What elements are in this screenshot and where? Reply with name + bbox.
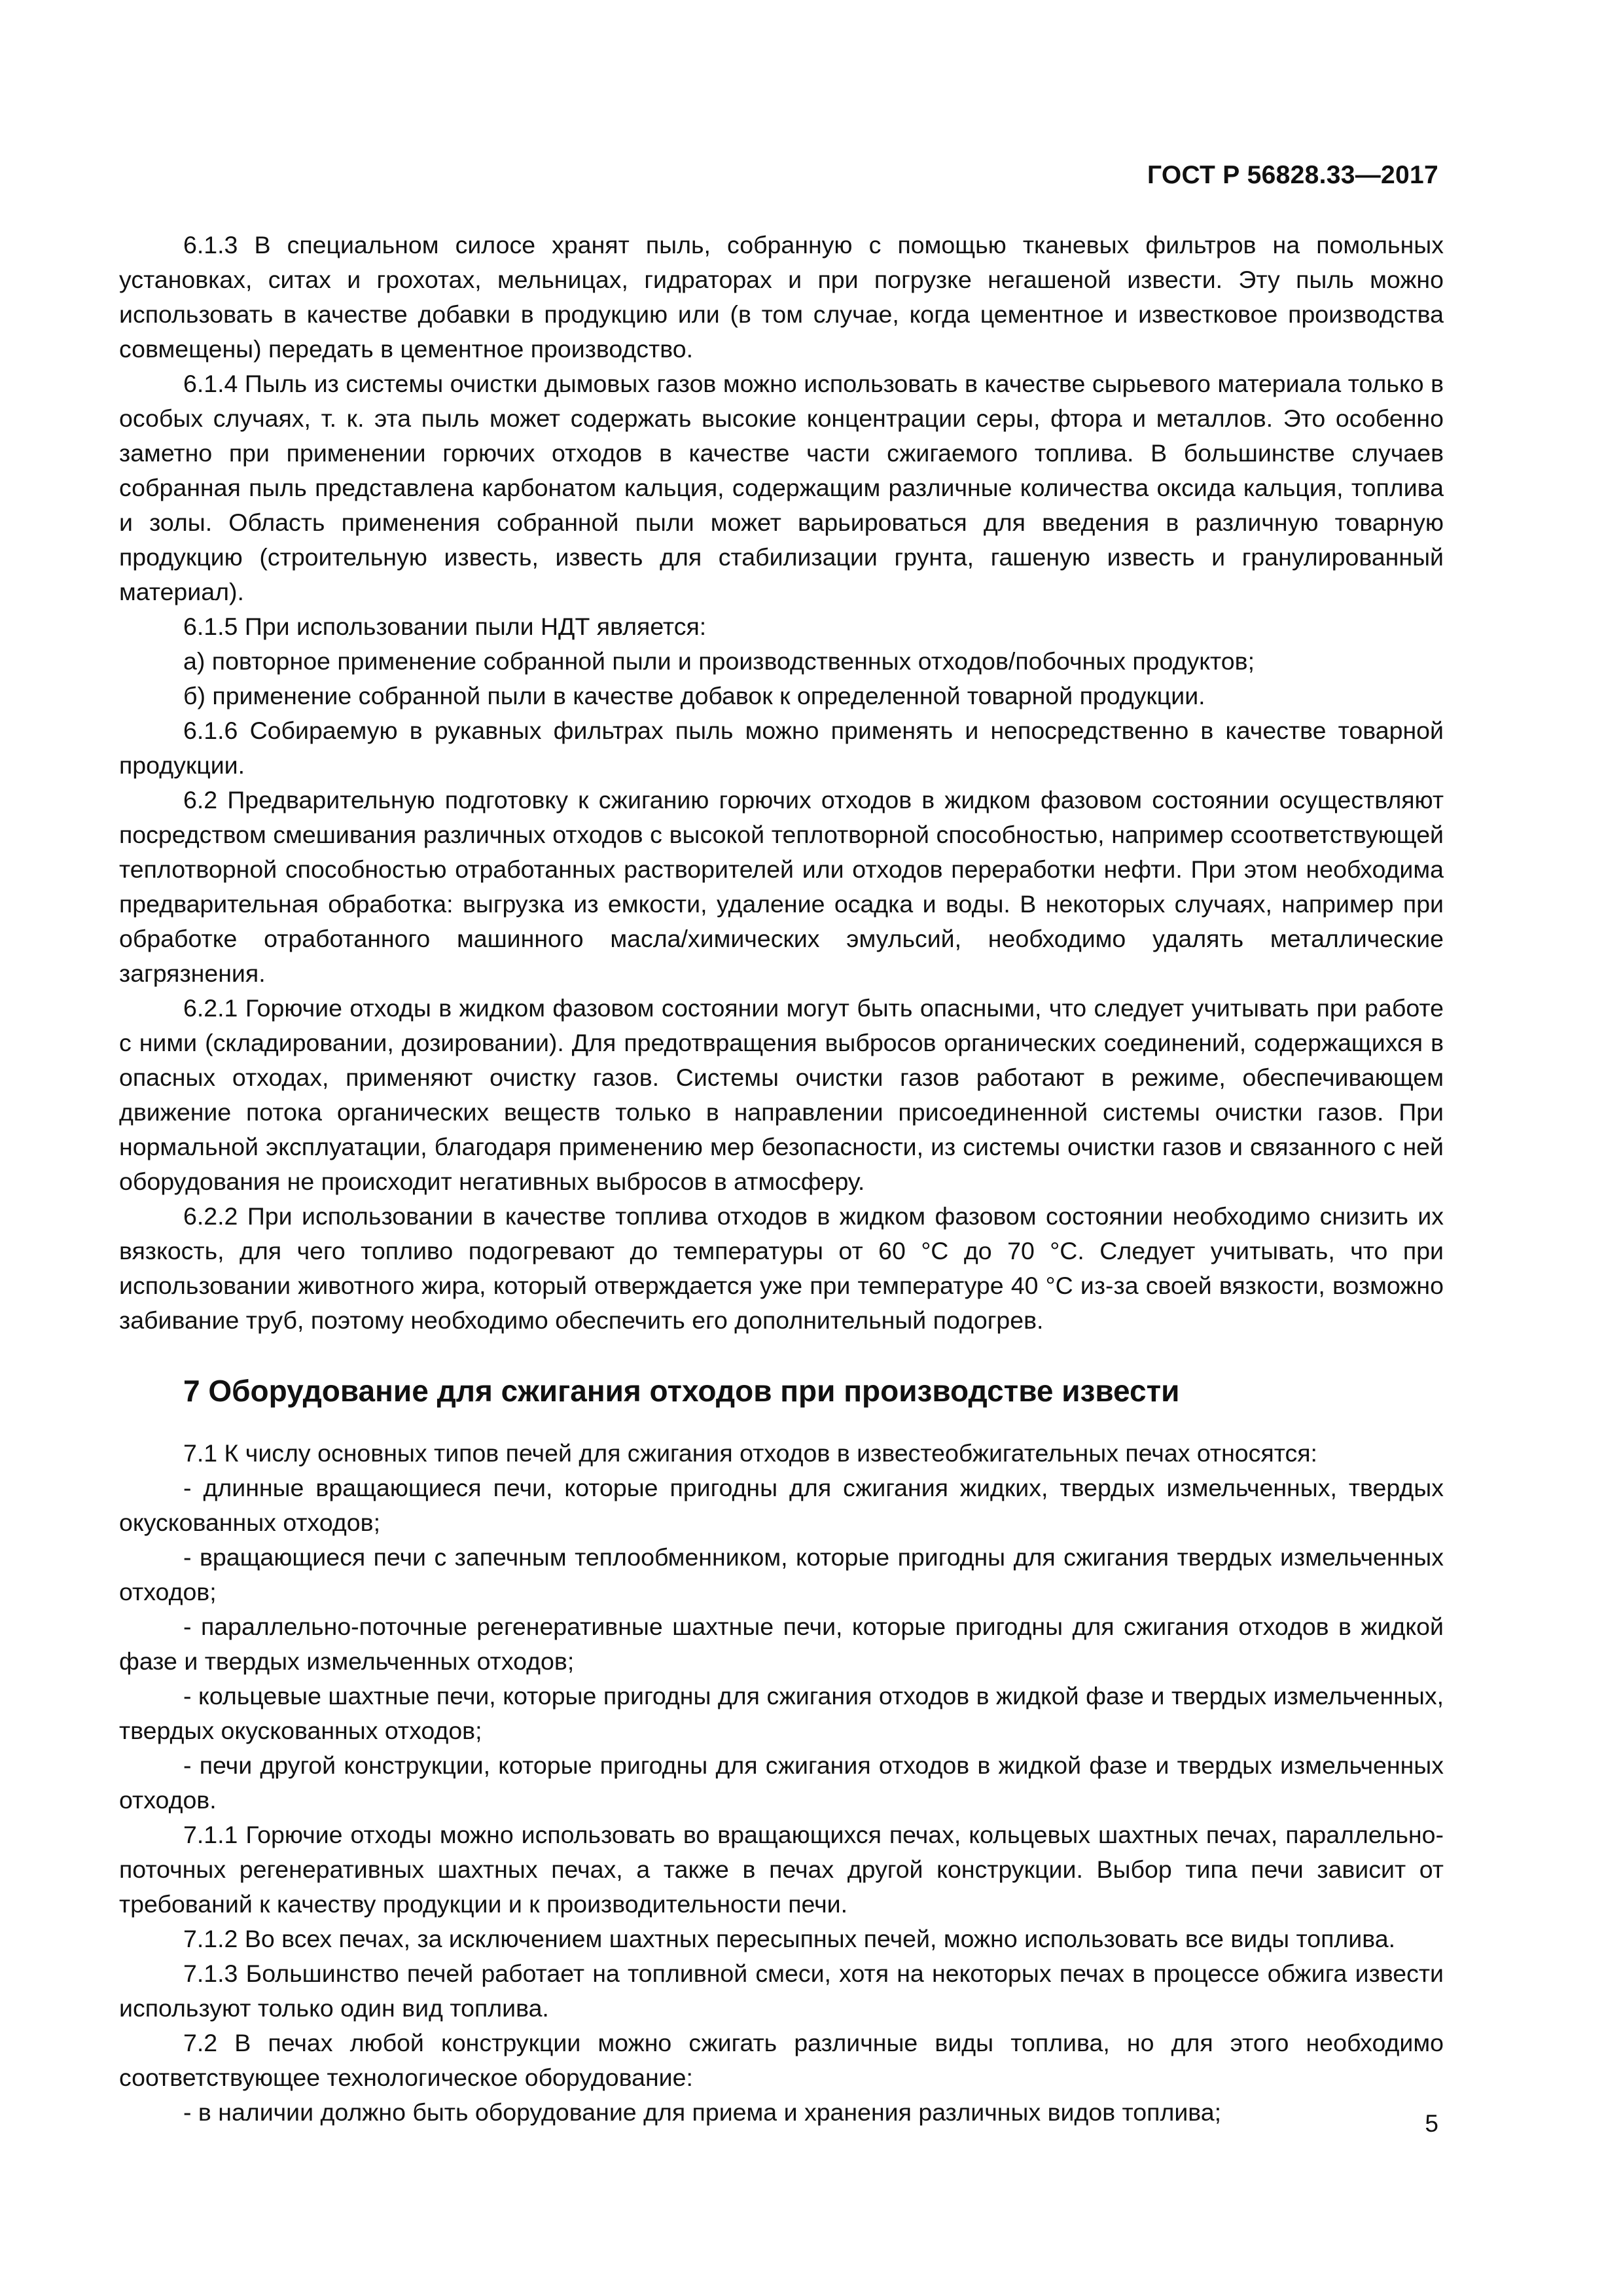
- section-7-heading: 7 Оборудование для сжигания отходов при производстве извести: [183, 1374, 1180, 1408]
- document-body: [119, 228, 1444, 2130]
- list-item-7-1-long-rotary-kilns: - длинные вращающиеся печи, которые пригодны для сжигания жидких, твердых измельченных, твердых окускованных отходов;: [119, 1474, 1444, 1536]
- page-number: 5: [1425, 2110, 1438, 2137]
- document-header-standard-code: ГОСТ Р 56828.33—2017: [1147, 161, 1438, 189]
- list-item-7-1-annular-shaft-kilns: - кольцевые шахтные печи, которые пригодны для сжигания отходов в жидкой фазе и твердых измельченных, твердых окускованных отходов;: [119, 1682, 1444, 1744]
- section-7-content: [119, 1436, 1444, 2130]
- paragraph-7-1-1: 7.1.1 Горючие отходы можно использовать во вращающихся печах, кольцевых шахтных печах, параллельно-поточных регенеративных шахтных печах, а также в печах другой конструкции. Выбор типа печи зависит от требований к качеству продукции и к производительности печи.: [119, 1821, 1444, 1918]
- list-item-7-1-other-kilns: - печи другой конструкции, которые пригодны для сжигания отходов в жидкой фазе и твердых измельченных отходов.: [119, 1751, 1444, 1814]
- paragraph-6-2-2: 6.2.2 При использовании в качестве топлива отходов в жидком фазовом состоянии необходимо снизить их вязкость, для чего топливо подогревают до температуры от 60 °С до 70 °С. Следует учитывать, что при использовании животного жира, который отверждается уже при температуре 40 °С из-за своей вязкости, возможно забивание труб, поэтому необходимо обеспечить его дополнительный подогрев.: [119, 1202, 1444, 1334]
- list-item-6-1-5-b: б) применение собранной пыли в качестве добавок к определенной товарной продукции.: [183, 682, 1205, 709]
- list-item-7-2-fuel-storage: - в наличии должно быть оборудование для приема и хранения различных видов топлива;: [183, 2098, 1222, 2126]
- paragraph-6-2-1: 6.2.1 Горючие отходы в жидком фазовом состоянии могут быть опасными, что следует учитывать при работе с ними (складировании, дозировании). Для предотвращения выбросов органических соединений, содержащихся в опасных отходах, применяют очистку газов. Системы очистки газов работают в режиме, обеспечивающем движение потока органических веществ только в направлении присоединенной системы очистки газов. При нормальной эксплуатации, благодаря применению мер безопасности, из системы очистки газов и связанного с ней оборудования не происходит негативных выбросов в атмосферу.: [119, 994, 1444, 1195]
- section-6-content: [119, 228, 1444, 1338]
- paragraph-7-1-3: 7.1.3 Большинство печей работает на топливной смеси, хотя на некоторых печах в процессе обжига извести используют только один вид топлива.: [119, 1960, 1444, 2022]
- paragraph-7-1: 7.1 К числу основных типов печей для сжигания отходов в известеобжигательных печах относятся:: [183, 1439, 1317, 1467]
- paragraph-6-1-5: 6.1.5 При использовании пыли НДТ является:: [183, 613, 707, 640]
- list-item-6-1-5-a: а) повторное применение собранной пыли и производственных отходов/побочных продуктов;: [183, 647, 1255, 675]
- paragraph-6-2: 6.2 Предварительную подготовку к сжиганию горючих отходов в жидком фазовом состоянии осуществляют посредством смешивания различных отходов с высокой теплотворной способностью, например ссоответствующей теплотворной способностью отработанных растворителей или отходов переработки нефти. При этом необходима предварительная обработка: выгрузка из емкости, удаление осадка и воды. В некоторых случаях, например при обработке отработанного машинного масла/химических эмульсий, необходимо удалять металлические загрязнения.: [119, 786, 1444, 987]
- paragraph-7-2: 7.2 В печах любой конструкции можно сжигать различные виды топлива, но для этого необходимо соответствующее технологическое оборудование:: [119, 2029, 1444, 2091]
- paragraph-7-1-2: 7.1.2 Во всех печах, за исключением шахтных пересыпных печей, можно использовать все виды топлива.: [183, 1925, 1396, 1952]
- paragraph-6-1-3: 6.1.3 В специальном силосе хранят пыль, собранную с помощью тканевых фильтров на помольных установках, ситах и грохотах, мельницах, гидраторах и при погрузке негашеной извести. Эту пыль можно использовать в качестве добавки в продукцию или (в том случае, когда цементное и известковое производства совмещены) передать в цементное производство.: [119, 231, 1444, 363]
- paragraph-6-1-6: 6.1.6 Собираемую в рукавных фильтрах пыль можно применять и непосредственно в качестве товарной продукции.: [119, 717, 1444, 779]
- list-item-7-1-rotary-kilns-preheater: - вращающиеся печи с запечным теплообменником, которые пригодны для сжигания твердых измельченных отходов;: [119, 1543, 1444, 1605]
- paragraph-6-1-4: 6.1.4 Пыль из системы очистки дымовых газов можно использовать в качестве сырьевого материала только в особых случаях, т. к. эта пыль может содержать высокие концентрации серы, фтора и металлов. Это особенно заметно при применении горючих отходов в качестве части сжигаемого топлива. В большинстве случаев собранная пыль представлена карбонатом кальция, содержащим различные количества оксида кальция, топлива и золы. Область применения собранной пыли может варьироваться для введения в различную товарную продукцию (строительную известь, известь для стабилизации грунта, гашеную известь и гранулированный материал).: [119, 370, 1444, 605]
- list-item-7-1-parallel-flow-kilns: - параллельно-поточные регенеративные шахтные печи, которые пригодны для сжигания отходов в жидкой фазе и твердых измельченных отходов;: [119, 1613, 1444, 1675]
